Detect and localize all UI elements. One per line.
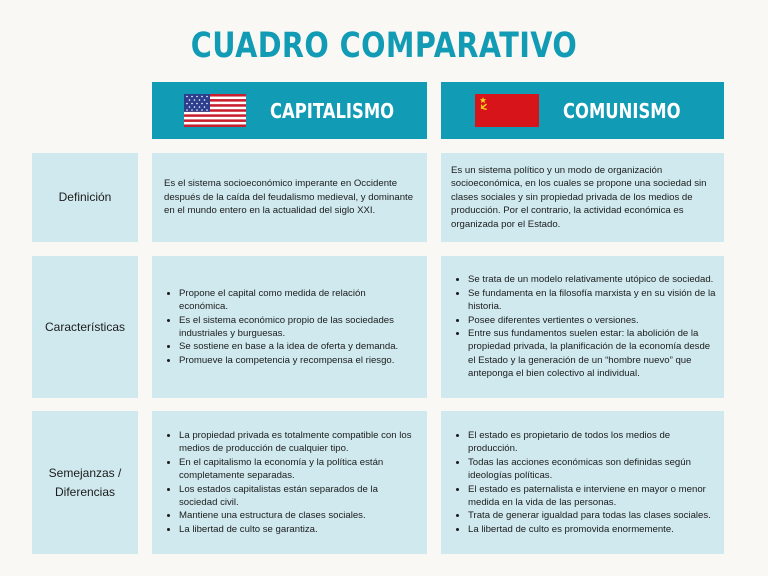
definition-text: Es un sistema político y un modo de organización socioeconómica, en los cuales se propone una sociedad sin clases sociales y sin propiedad privada de los medios de producción. Por el contrario, la actividad económica es organizada por el Estado.	[451, 164, 707, 230]
row-label-definicion: Definición	[32, 153, 138, 242]
row-label-semejanzas-diferencias: Semejanzas / Diferencias	[32, 411, 138, 554]
list-item: • El estado es propietario de todos los medios de producción.	[468, 429, 714, 456]
cell-semejanzas-capitalismo	[152, 411, 427, 554]
list-item: • Trata de generar igualdad para todas las clases sociales.	[468, 509, 714, 522]
cell-semejanzas-comunismo	[441, 411, 724, 554]
us-flag-icon	[184, 94, 246, 127]
row-label-caracteristicas: Características	[32, 256, 138, 398]
list-item: • Se trata de un modelo relativamente utópico de sociedad.	[468, 273, 716, 286]
list-item: • Se sostiene en base a la idea de oferta y demanda.	[179, 340, 413, 353]
list-item: • Posee diferentes vertientes o versiones.	[468, 314, 716, 327]
list-item: • El estado es paternalista e interviene en mayor o menor medida en la vida de las personas.	[468, 483, 714, 510]
page-title: CUADRO COMPARATIVO	[190, 26, 578, 66]
list-item: • Se fundamenta en la filosofía marxista y en su visión de la historia.	[468, 287, 716, 314]
cell-caracteristicas-capitalismo	[152, 256, 427, 398]
cell-definicion-comunismo	[441, 153, 724, 242]
list-item: • La libertad de culto es promovida enormemente.	[468, 523, 714, 536]
column-label-comunismo: COMUNISMO	[563, 98, 681, 123]
list-item: • La libertad de culto se garantiza.	[179, 523, 413, 536]
list-item: • La propiedad privada es totalmente compatible con los medios de producción de cualquier tipo.	[179, 429, 413, 456]
definition-text: Es el sistema socioeconómico imperante en Occidente después de la caída del feudalismo medieval, y dominante en el mundo entero en la actualidad del siglo XXI.	[164, 178, 414, 217]
soviet-flag-icon	[475, 94, 539, 127]
header-comunismo	[441, 82, 724, 139]
list-item: • Es el sistema económico propio de las sociedades industriales y burguesas.	[179, 314, 413, 341]
cell-definicion-capitalismo	[152, 153, 427, 242]
list-item: • Todas las acciones económicas son definidas según ideologías políticas.	[468, 456, 714, 483]
list-item: • Mantiene una estructura de clases sociales.	[179, 509, 413, 522]
column-label-capitalismo: CAPITALISMO	[270, 98, 395, 123]
list-item: • En el capitalismo la economía y la política están completamente separadas.	[179, 456, 413, 483]
cell-caracteristicas-comunismo	[441, 256, 724, 398]
header-capitalismo	[152, 82, 427, 139]
list-item: • Propone el capital como medida de relación económica.	[179, 287, 413, 314]
list-item: • Los estados capitalistas están separados de la sociedad civil.	[179, 483, 413, 510]
list-item: • Promueve la competencia y recompensa el riesgo.	[179, 354, 413, 367]
list-item: • Entre sus fundamentos suelen estar: la abolición de la propiedad privada, la planificación de la economía desde el Estado y la generación de un “hombre nuevo” que anteponga el bien colectivo al individual.	[468, 327, 716, 381]
